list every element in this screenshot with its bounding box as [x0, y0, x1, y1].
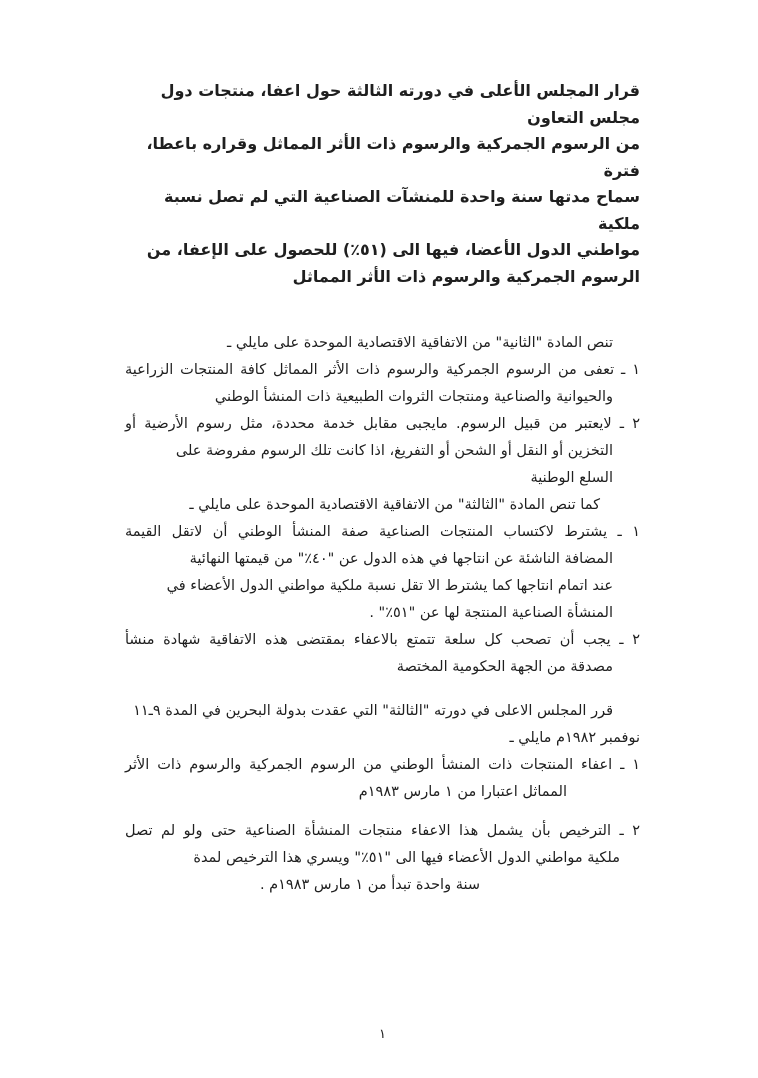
decision-item1-line: المماثل اعتبارا من ١ مارس ١٩٨٣م — [358, 784, 567, 800]
article3-item2-line: مصدقة من الجهة الحكومية المختصة — [396, 659, 613, 675]
title-line: مواطني الدول الأعضا، فيها الى (٥١٪) للحصول على الإعفا، من — [146, 240, 640, 259]
article3-item1-line: المنشأة الصناعية المنتجة لها عن "٥١٪" . — [369, 605, 613, 621]
article3-item1-line: ١ ـ يشترط لاكتساب المنتجات الصناعية صفة المنشأ الوطني أن لاتقل القيمة — [125, 524, 640, 540]
decision-item1-line: ١ ـ اعفاء المنتجات ذات المنشأ الوطني من الرسوم الجمركية والرسوم ذات الأثر — [125, 757, 640, 773]
article2-intro: تنص المادة "الثانية" من الاتفاقية الاقتصادية الموحدة على مايلي ـ — [227, 335, 613, 351]
page-footer — [125, 1027, 640, 1042]
title-line: من الرسوم الجمركية والرسوم ذات الأثر المماثل وقراره باعطا، فترة — [146, 134, 640, 180]
article3-item1-line: المضافة الناشئة عن انتاجها في هذه الدول عن "٤٠٪" من قيمتها النهائية — [189, 551, 613, 567]
document-title — [125, 78, 640, 290]
title-line: الرسوم الجمركية والرسوم ذات الأثر المماثل — [292, 266, 640, 286]
decision-item2-line: ٢ ـ الترخيص بأن يشمل هذا الاعفاء منتجات المنشأة الصناعية حتى ولو لم تصل — [125, 823, 640, 839]
title-line: سماح مدتها سنة واحدة للمنشآت الصناعية التي لم تصل نسبة ملكية — [164, 187, 640, 233]
article2-item2-line: ٢ ـ لايعتبر من قبيل الرسوم. مايجبى مقابل خدمة محددة، مثل رسوم الأرضية أو — [125, 416, 640, 432]
decision-item2-line: ملكية مواطني الدول الأعضاء فيها الى "٥١٪" ويسري هذا الترخيص لمدة — [193, 850, 620, 866]
decision-intro-line: نوفمبر ١٩٨٢م مايلي ـ — [509, 730, 640, 746]
article3-intro: كما تنص المادة "الثالثة" من الاتفاقية الاقتصادية الموحدة على مايلي ـ — [189, 497, 600, 513]
article2-item1-line: ١ ـ تعفى من الرسوم الجمركية والرسوم ذات الأثر المماثل كافة المنتجات الزراعية — [125, 362, 640, 378]
article2-item2-line: التخزين أو النقل أو الشحن أو التفريغ، اذا كانت تلك الرسوم مفروضة على — [175, 443, 613, 459]
article3-item1-line: عند اتمام انتاجها كما يشترط الا تقل نسبة ملكية مواطني الدول الأعضاء في — [166, 578, 613, 594]
article2-item1-line: والحيوانية والصناعية ومنتجات الثروات الطبيعية ذات المنشأ الوطني — [214, 389, 613, 405]
document-body — [125, 330, 640, 899]
page-number: ١ — [379, 1027, 386, 1042]
title-line: قرار المجلس الأعلى في دورته الثالثة حول اعفا، منتجات دول مجلس التعاون — [160, 81, 640, 127]
document-content — [125, 78, 640, 1042]
article3-item2-line: ٢ ـ يجب أن تصحب كل سلعة تتمتع بالاعفاء بمقتضى هذه الاتفاقية شهادة منشأ — [125, 632, 640, 648]
decision-intro-line: قرر المجلس الاعلى في دورته "الثالثة" التي عقدت بدولة البحرين في المدة ٩ـ١١ — [133, 703, 613, 719]
article2-item2-line: السلع الوطنية — [530, 470, 613, 486]
decision-item2-line: سنة واحدة تبدأ من ١ مارس ١٩٨٣م . — [259, 877, 480, 893]
